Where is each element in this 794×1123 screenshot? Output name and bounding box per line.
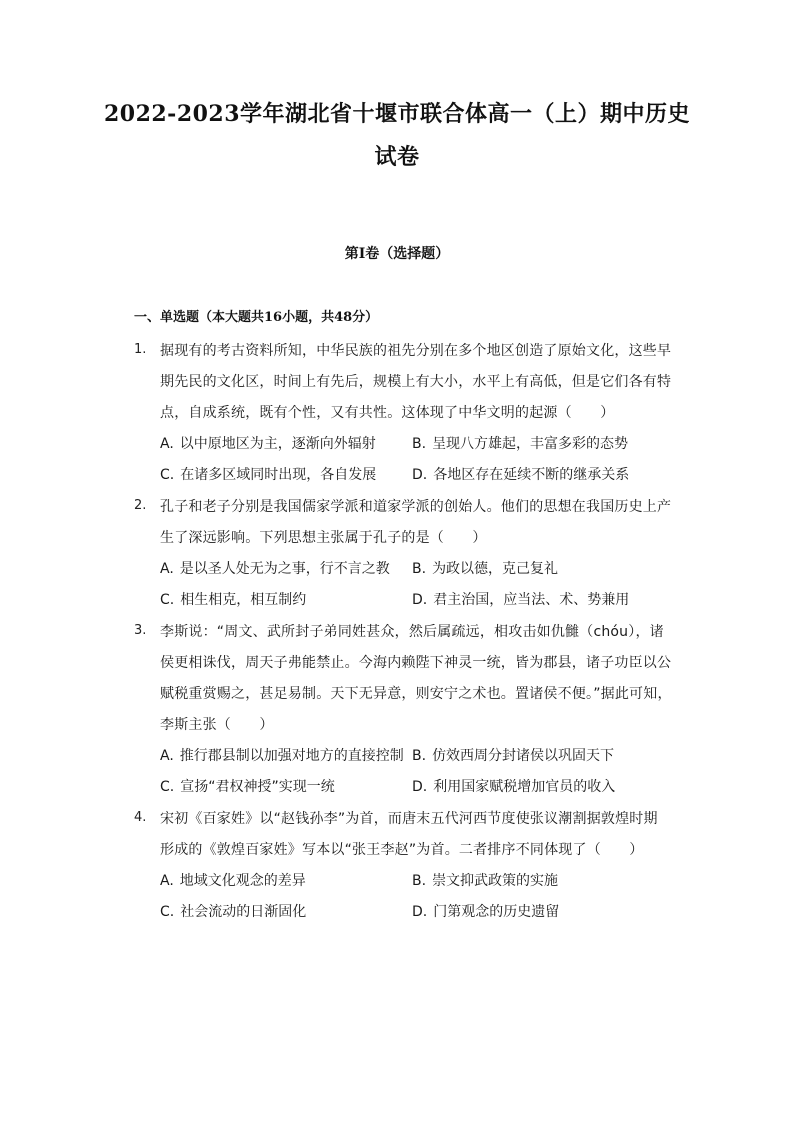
option-text: 地域文化观念的差异 [179,873,306,889]
question-text-line: 据现有的考古资料所知，中华民族的祖先分别在多个地区创造了原始文化，这些早 [160,343,672,359]
option-c [160,464,376,484]
option-label: A. [160,873,174,889]
option-label: B. [412,873,427,889]
option-text: 社会流动的日渐固化 [180,904,307,920]
question-text-line: 侯更相诛伐，周天子弗能禁止。今海内赖陛下神灵一统，皆为郡县，诸子功臣以公 [160,655,672,671]
exam-title-line-1: 2022-2023学年湖北省十堰市联合体高一（上）期中历史 [103,101,691,127]
question-text-line: 李斯主张（ ） [160,717,274,733]
option-b [412,433,628,453]
option-label: B. [412,436,427,452]
option-a [160,745,404,765]
option-d [412,589,629,609]
option-text: 在诸多区域同时出现，各自发展 [180,467,377,483]
option-c [160,589,306,609]
option-label: C. [160,779,175,795]
option-text: 君主治国，应当法、术、势兼用 [433,592,630,608]
option-text: 崇文抑武政策的实施 [432,873,559,889]
option-d [412,464,629,484]
option-b [412,870,558,890]
option-b [412,745,614,765]
section-heading: 一、单选题（本大题共16小题，共48分） [134,310,379,325]
question-number: 3. [134,623,147,638]
option-text: 相生相克，相互制约 [180,592,307,608]
option-text: 呈现八方雄起，丰富多彩的态势 [432,436,629,452]
option-text: 以中原地区为主，逐渐向外辐射 [179,436,376,452]
option-text: 为政以德，克己复礼 [432,561,559,577]
option-label: D. [412,467,428,483]
question-number: 2. [134,498,147,513]
question-text-line: 点，自成系统，既有个性，又有共性。这体现了中华文明的起源（ ） [160,405,615,421]
question-text-line: 李斯说：“周文、武所封子弟同姓甚众，然后属疏远，相攻击如仇雠（chóu），诸 [160,624,664,640]
option-label: C. [160,592,175,608]
question-text-line: 形成的《敦煌百家姓》写本以“张王李赵”为首。二者排序不同体现了（ ） [160,842,644,858]
exam-title-line-2: 试卷 [374,144,420,170]
question-text-line: 期先民的文化区，时间上有先后，规模上有大小，水平上有高低，但是它们各有特 [160,374,672,390]
option-text: 宣扬“君权神授”实现一统 [180,779,335,795]
option-label: A. [160,561,174,577]
option-text: 仿效西周分封诸侯以巩固天下 [432,748,615,764]
volume-heading: 第Ⅰ卷（选择题） [344,246,450,262]
question-text-line: 宋初《百家姓》以“赵钱孙李”为首，而唐末五代河西节度使张议潮割据敦煌时期 [160,811,658,827]
option-b [412,558,558,578]
option-label: D. [412,779,428,795]
option-a [160,558,390,578]
question-text-line: 孔子和老子分别是我国儒家学派和道家学派的创始人。他们的思想在我国历史上产 [160,499,672,515]
option-label: C. [160,467,175,483]
option-label: D. [412,592,428,608]
option-c [160,776,335,796]
question-number: 4. [134,810,147,825]
option-label: C. [160,904,175,920]
option-text: 各地区存在延续不断的继承关系 [433,467,630,483]
option-text: 推行郡县制以加强对地方的直接控制 [179,748,404,764]
question-text-line: 生了深远影响。下列思想主张属于孔子的是（ ） [160,530,487,546]
option-label: A. [160,436,174,452]
option-label: B. [412,748,427,764]
option-a [160,433,376,453]
option-text: 门第观念的历史遗留 [433,904,560,920]
option-d [412,901,559,921]
question-number: 1. [134,342,147,357]
option-label: B. [412,561,427,577]
option-text: 利用国家赋税增加官员的收入 [433,779,616,795]
option-d [412,776,615,796]
option-a [160,870,306,890]
option-label: D. [412,904,428,920]
option-label: A. [160,748,174,764]
option-text: 是以圣人处无为之事，行不言之教 [179,561,390,577]
option-c [160,901,306,921]
question-text-line: 赋税重赏赐之，甚足易制。天下无异意，则安宁之术也。置诸侯不便。”据此可知， [160,686,672,702]
